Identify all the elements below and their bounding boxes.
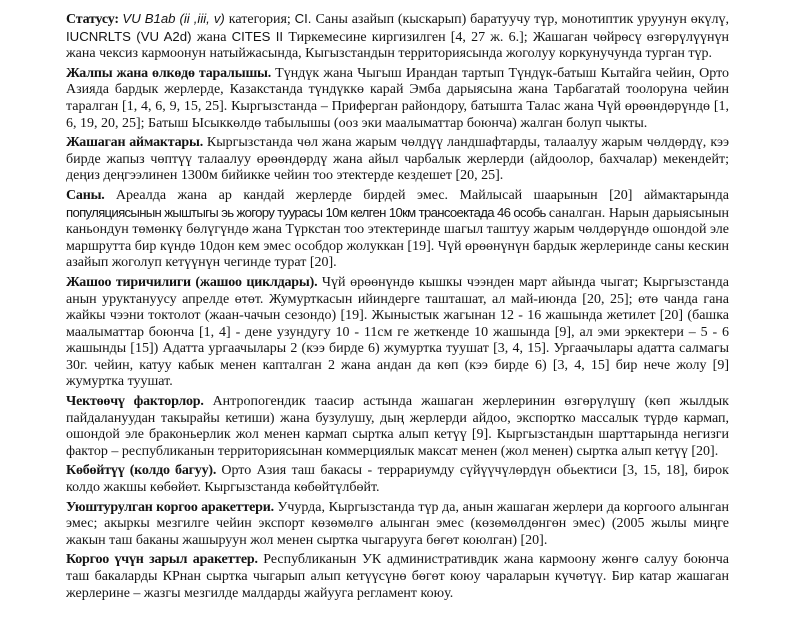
section-heading-breeding: Көбөйтүү (колдо багуу). <box>66 463 222 479</box>
body-text: Ареалда жана ар кандай жерлерде бирдей эмес. Майлысай шаарынын [20] аймактарында <box>115 187 729 203</box>
section-heading-protection-needed: Коргоо үчүн зарыл аракеттер. <box>66 552 264 568</box>
body-text: Республиканын УК административдик жана кармоону жөнгө салуу боюнча таш бакаларды КРнан сыртка чыгарып алып кетүүсүнө бөгөт коюу чараларын күчөтүү. Бир катар жашаган жерлерине – жазгы мезгилде малдарды жайууга регламент коюу. <box>66 552 729 601</box>
paragraph-distribution <box>66 66 729 132</box>
iucnrlts-code: IUCNRLTS (VU A2d) <box>66 28 197 44</box>
paragraph-breeding <box>66 463 729 496</box>
body-text: категория; <box>228 12 295 27</box>
section-heading-status: Статусу: <box>66 12 123 27</box>
section-heading-habitats: Жашаган аймактары. <box>66 135 207 151</box>
body-text: саналган. Нарын дарыясынын каньондун төмөнкү бөлүгүндө жана Түркстан тоо этектеринде шагыл таштуу жарым чөлдөрүндө ошондой эле маршрутта бир күндө 10дон кем эмес особдор жолуккан [19]. Чүй өрөөнүнүн бардык жерлеринде саны кескин азайып жоголуп кетүүнүн чегинде турат [20]. <box>66 205 730 271</box>
cites-code: CITES II <box>231 28 289 44</box>
body-text: Учурда, Кыргызстанда түр да, анын жашаган жерлери да коргоого алынган эмес; акыркы мезгилге чейин экспорт көзөмөлгө алынган эмес (көзөмөлдөнгөн эмес) (2005 жылы миңге жакын таш баканы жашыруун жол менен сыртка чыгарууга бөгөт коюлган) [20]. <box>66 499 729 548</box>
population-density-note: популяциясынын жыштыгы эь жогору туурасы 10м келген 10км трансоектада 46 особь <box>66 204 549 220</box>
section-heading-biology: Жашоо тиричилиги (жашоо циклдары). <box>66 274 322 290</box>
section-heading-population: Саны. <box>66 187 116 203</box>
paragraph-habitats <box>66 135 729 185</box>
section-heading-limiting-factors: Чектөөчү факторлор. <box>66 394 213 410</box>
paragraph-population <box>66 188 729 272</box>
paragraph-limiting-factors <box>66 394 729 460</box>
body-text: Тиркемесине киргизилген [4, 27 ж. 6.]; Жашаган чөйрөсү өзгөрүлүүнүн жана чексиз кармоонун натыйжасында, Кыгызстандын территориясында жоголуу коркунучунда турган түр. <box>66 29 730 62</box>
iucn-category-code: VU B1ab (ii ,iii, v) <box>122 11 229 26</box>
ci-code: CI. <box>294 11 316 26</box>
paragraph-status <box>66 11 729 63</box>
body-text: Антропогендик таасир астында жашаган жерлеринин өзгөрүлүшү (көп жылдык пайдалануудан такырайы кетиши) жана бузулушу, дың жерлерди айдоо, экспортко массалык түрдө кармап, ошондой эле браконьерлик жол менен кармап сыртка алып кетүү [9]. Кыргызстандын шарттарында негизги фактор – республиканын территориясынан коммерциялык максат менен (жол менен) сыртка алып кетүү [20]. <box>66 394 729 459</box>
section-heading-protection-current: Уюштурулган коргоо аракеттери. <box>66 499 278 515</box>
body-text: жана <box>196 29 232 45</box>
section-heading-distribution: Жалпы жана өлкөдө таралышы. <box>66 65 276 81</box>
body-text: Кыргызстанда чөл жана жарым чөлдүү ландшафтарды, талаалуу жарым чөлдөрдү, кээ бирде жапыз чөптүү талаалуу өрөөндөрдү жана айыл чарбалык жерлерди (айдоолор, бахчалар) мекендейт; деңиз деңгээлинен 1300м бийикке чейин тоо этектерде кездешет [20, 25]. <box>66 135 729 184</box>
body-text: Саны азайып (кыскарып) баратуучу түр, монотиптик уруунун өкүлү, <box>315 12 729 27</box>
paragraph-biology <box>66 275 729 391</box>
body-text: Орто Азия таш бакасы - террариумду сүйүүчүлөрдүн обьектиси [3, 15, 18], бирок колдо жакшы көбөйөт. Кыргызстанда көбөйтүлбөйт. <box>66 463 729 496</box>
body-text: Түндүк жана Чыгыш Ирандан тартып Түндүк-батыш Кытайга чейин, Орто Азияда бардык жерлерде, Казакстанда түндүккө карай Эмба дарыясына жана Тарбагатай тоолоруна чейин таралган [1, 4, 6, 9, 15, 25]. Кыргызстанда – Приферган райондору, батышта Талас жана Чүй өрөөндөрүндө [1, 6, 19, 20, 25]; Батыш Ысыккөлдө табылышы (ооз эки маалыматтар боюнча) жалган болуп чыкты. <box>66 65 729 131</box>
paragraph-protection-needed <box>66 552 729 602</box>
paragraph-protection-current <box>66 500 729 550</box>
body-text: Чүй өрөөнүндө кышкы чээнден март айында чыгат; Кыргызстанда анын уруктануусу апрелде өтөт. Жумурткасын ийиндерге ташташат, ал май-июнда [20, 25]; өтө чанда гана жайкы чээни токтолот (жаан-чачын сезондо) [19]. Жыныстык жагынан 12 - 16 жашында жетилет [20] (башка маалыматтар боюнча [1, 4] - дене узундугу 10 - 11см ге жеткенде 10 жашында [9], ал эми эркектери – 5 - 6 жашынды [15]) Адатта ургаачылары 2 (кээ бирде 6) жумуртка туушат [3, 4, 15]. Ургаачылары адатта салмагы 30г. чейин, катуу кабык менен капталган 2 жана андан да көп (кээ бирде 6) [3, 4, 15] бир нече жолу [9] жумуртка туушат. <box>66 274 729 390</box>
